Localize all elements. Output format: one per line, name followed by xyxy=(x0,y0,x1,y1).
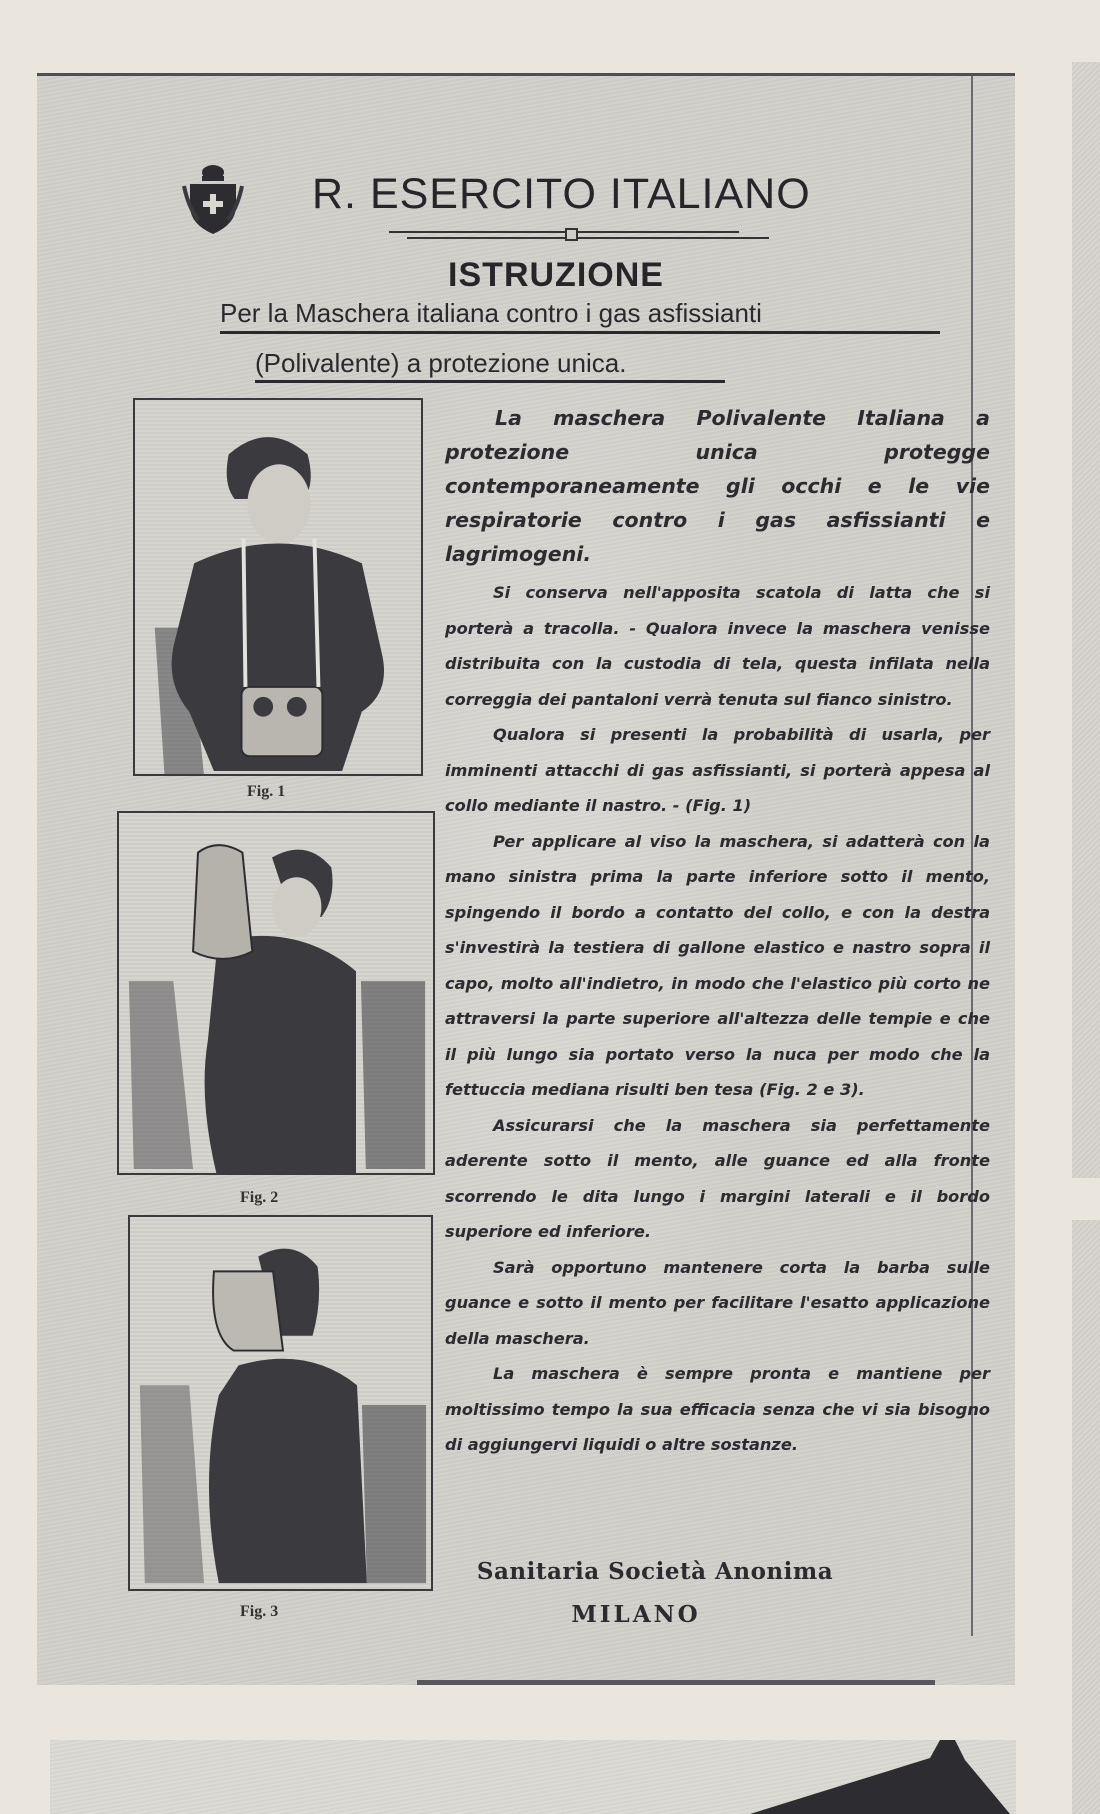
poster-subtitle-line2: (Polivalente) a protezione unica. xyxy=(255,348,725,383)
savoy-crest-icon xyxy=(182,164,244,236)
adjacent-page-strip-bottom xyxy=(1072,1220,1100,1814)
instruction-poster xyxy=(37,73,1015,1685)
manufacturer-city: MILANO xyxy=(571,1601,701,1628)
poster-subtitle-line1: Per la Maschera italiana contro i gas asfissianti xyxy=(220,298,940,334)
figure-1-illustration xyxy=(133,398,423,776)
paragraph-fit-check: Assicurarsi che la maschera sia perfettamente aderente sotto il mento, alle guance ed alla fronte scorrendo le dita lungo i margini laterali e il bordo superiore ed inferiore. xyxy=(445,1115,990,1241)
figure-3-caption: Fig. 3 xyxy=(240,1603,279,1620)
paragraph-storage: Si conserva nell'apposita scatola di latta che si porterà a tracolla. - Qualora invece la maschera venisse distribuita con la custodia di tela, questa infilata nella correggia dei pantaloni verrà tenuta sul fianco sinistro. xyxy=(445,583,990,709)
paragraph-application: Per applicare al viso la maschera, si adatterà con la mano sinistra prima la parte inferiore sotto il mento, spingendo il bordo a contatto del collo, e con la destra s'investirà la testiera di gallone elastico e nastro sopra il capo, molto all'indietro, in modo che l'elastico più corto ne attraversi la parte superiore all'altezza delle tempie e che il più lungo sia portato verso la nuca per modo che la fettuccia mediana risulti ben tesa (Fig. 2 e 3). xyxy=(445,831,990,1099)
ornamental-rule xyxy=(389,228,769,242)
paragraph-beard: Sarà opportuno mantenere corta la barba sulle guance e sotto il mento per facilitare l'esatto applicazione della maschera. xyxy=(445,1257,990,1348)
lower-photo xyxy=(50,1740,1016,1814)
figure-1-caption: Fig. 1 xyxy=(247,783,286,800)
poster-bottom-border xyxy=(417,1680,935,1685)
figure-3-illustration xyxy=(128,1215,433,1591)
instructions-body xyxy=(445,401,990,1463)
poster-heading: ISTRUZIONE xyxy=(448,256,664,294)
poster-title: R. ESERCITO ITALIANO xyxy=(312,170,811,218)
paragraph-readiness: La maschera è sempre pronta e mantiene per moltissimo tempo la sua efficacia senza che vi sia bisogno di aggiungervi liquidi o altre sostanze. xyxy=(445,1364,990,1454)
title-row xyxy=(182,158,942,228)
manufacturer-signature: Sanitaria Società Anonima xyxy=(476,1558,834,1585)
figure-2-illustration xyxy=(117,811,435,1175)
paragraph-carrying: Qualora si presenti la probabilità di usarla, per imminenti attacchi di gas asfissianti, si porterà appesa al collo mediante il nastro. - (Fig. 1) xyxy=(445,725,990,815)
adjacent-page-strip-top xyxy=(1072,62,1100,1178)
figure-2-caption: Fig. 2 xyxy=(240,1189,279,1206)
lead-paragraph: La maschera Polivalente Italiana a protezione unica protegge contemporaneamente gli occhi e le vie respiratorie contro i gas asfissianti e lagrimogeni. xyxy=(445,406,990,566)
